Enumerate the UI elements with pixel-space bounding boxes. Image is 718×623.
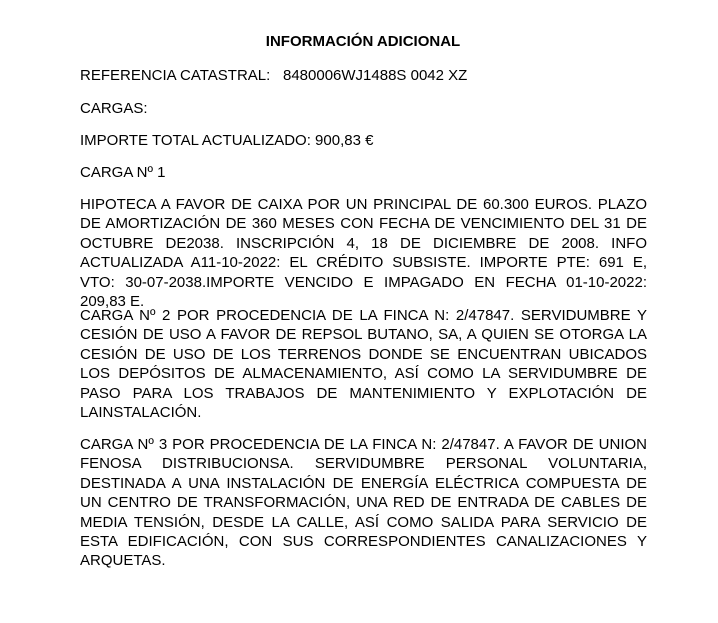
carga-1-heading: CARGA Nº 1 bbox=[80, 164, 166, 181]
cargas-label: CARGAS: bbox=[80, 100, 148, 117]
document-title: INFORMACIÓN ADICIONAL bbox=[265, 33, 461, 50]
carga-1-text: HIPOTECA A FAVOR DE CAIXA POR UN PRINCIPAL DE 60.300 EUROS. PLAZO DE AMORTIZACIÓN DE 360 MESES CON FECHA DE VENCIMIENTO DEL 31 DE OCTUBRE DE2038. INSCRIPCIÓN 4, 18 DE DICIEMBRE DE 2008. INFO ACTUALIZADA A11-10-2022: EL CRÉDITO SUBSISTE. IMPORTE PTE: 691 E, VTO: 30-07-2038.IMPORTE VENCIDO E IMPAGADO EN FECHA 01-10-2022: 209,83 E. bbox=[80, 196, 647, 311]
carga-3-text: CARGA Nº 3 POR PROCEDENCIA DE LA FINCA N: 2/47847. A FAVOR DE UNION FENOSA DISTRIBUCIONSA. SERVIDUMBRE PERSONAL VOLUNTARIA, DESTINADA A UNA INSTALACIÓN DE ENERGÍA ELÉCTRICA COMPUESTA DE UN CENTRO DE TRANSFORMACIÓN, UNA RED DE ENTRADA DE CABLES DE MEDIA TENSIÓN, DESDE LA CALLE, ASÍ COMO SALIDA PARA SERVICIO DE ESTA EDIFICACIÓN, CON SUS CORRESPONDIENTES CANALIZACIONES Y ARQUETAS. bbox=[80, 436, 647, 570]
referencia-catastral-row bbox=[80, 66, 467, 85]
referencia-catastral-label: REFERENCIA CATASTRAL: bbox=[80, 67, 271, 84]
referencia-catastral-value: 8480006WJ1488S 0042 XZ bbox=[283, 67, 468, 84]
carga-2-text: CARGA Nº 2 POR PROCEDENCIA DE LA FINCA N: 2/47847. SERVIDUMBRE Y CESIÓN DE USO A FAVOR DE REPSOL BUTANO, SA, A QUIEN SE OTORGA LA CESIÓN DE USO DE LOS TERRENOS DONDE SE ENCUENTRAN UBICADOS LOS DEPÓSITOS DE ALMACENAMIENTO, ASÍ COMO LA SERVIDUMBRE DE PASO PARA LOS TRABAJOS DE MANTENIMIENTO Y EXPLOTACIÓN DE LAINSTALACIÓN. bbox=[80, 307, 647, 422]
importe-total: IMPORTE TOTAL ACTUALIZADO: 900,83 € bbox=[80, 132, 374, 149]
